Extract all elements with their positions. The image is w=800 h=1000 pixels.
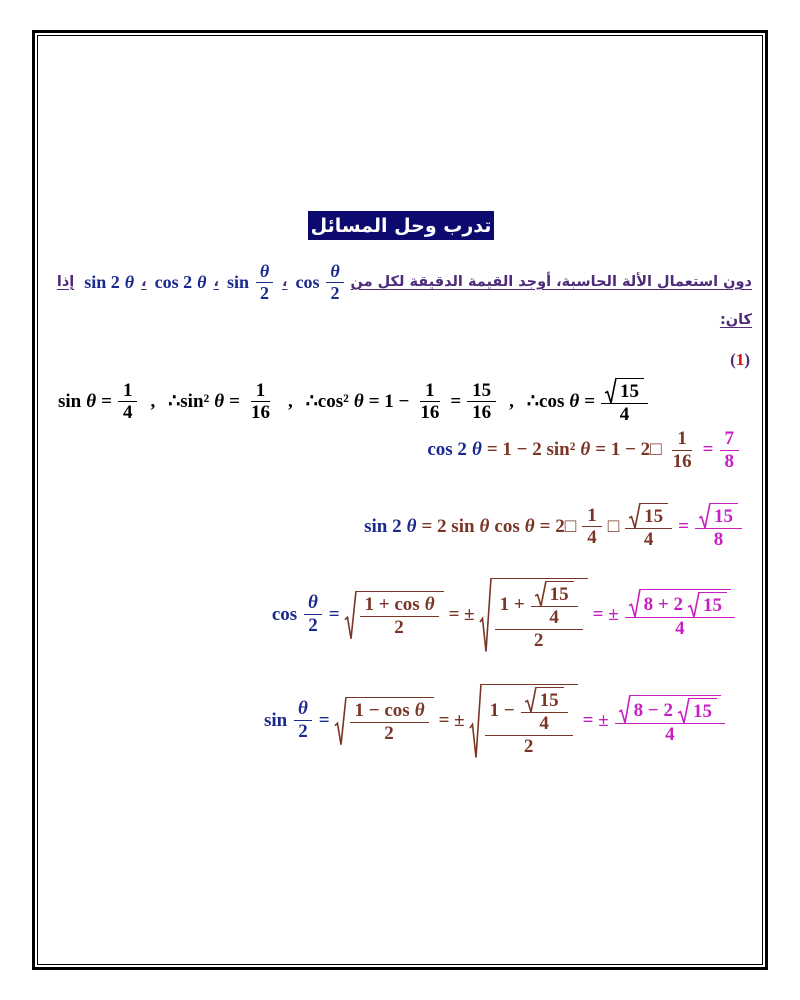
comma-separator: , — [287, 390, 293, 412]
math-text: sin — [226, 271, 250, 292]
math-text: = 1 − 2 sin² — [486, 439, 576, 461]
square-root — [470, 684, 578, 758]
close-paren: ) — [744, 350, 750, 369]
fraction-numerator — [601, 378, 648, 404]
math-text: = ± — [448, 603, 475, 625]
square-root — [605, 378, 644, 403]
theta-symbol: θ — [330, 260, 340, 281]
fraction-denominator — [519, 736, 539, 758]
section-title — [308, 211, 494, 240]
math-text: 15 — [549, 584, 569, 605]
radicand — [481, 684, 578, 758]
theta-symbol: θ — [298, 698, 308, 720]
sin-double-theta-term — [81, 272, 136, 293]
math-text: 16 — [250, 402, 270, 424]
fraction-numerator — [294, 698, 312, 721]
problem-number-value: 1 — [735, 350, 745, 369]
radical-sign-icon — [345, 591, 356, 639]
math-text: 1 — [122, 379, 133, 401]
fraction — [350, 700, 429, 745]
radical-sign-icon — [605, 378, 616, 403]
math-text: 2 — [298, 721, 308, 743]
math-text: 15 — [703, 595, 722, 617]
radical-sign-icon — [535, 581, 546, 606]
math-text: 4 — [587, 527, 597, 549]
prompt-continuation: كان: — [719, 312, 752, 328]
math-text: = 2□ — [539, 515, 577, 537]
theta-symbol: θ — [197, 271, 207, 292]
radical-sign-icon — [470, 684, 481, 758]
fraction-denominator — [668, 451, 697, 473]
theta-symbol: θ — [259, 260, 270, 281]
fraction-numerator — [304, 592, 322, 615]
prompt-text: دون استعمال الألة الحاسبة، أوجد القيمة الدقيقة لكل من — [350, 274, 752, 290]
math-text: 7 — [724, 428, 734, 449]
math-text: 16 — [472, 402, 492, 424]
arabic-comma: ، — [213, 274, 219, 290]
fraction-denominator — [639, 529, 659, 551]
fraction — [255, 261, 274, 303]
math-text: 1 — [677, 428, 687, 449]
fraction-numerator — [495, 581, 583, 630]
theta-symbol: θ — [86, 390, 97, 412]
radicand — [356, 591, 444, 639]
fraction — [625, 589, 735, 640]
math-text: 2 — [330, 282, 340, 303]
square-root — [678, 698, 717, 723]
cos-double-angle-equation — [424, 428, 742, 473]
math-text: 4 — [549, 606, 559, 628]
math-text: 2 — [260, 282, 270, 303]
radical-sign-icon — [629, 589, 640, 617]
radicand — [616, 378, 644, 403]
math-text: cos 2 — [154, 271, 193, 292]
fraction-numerator — [467, 380, 496, 403]
fraction — [615, 695, 725, 746]
math-text: 2 — [384, 722, 394, 744]
math-text: 15 — [620, 381, 640, 402]
square-root — [699, 503, 738, 528]
theta-symbol: θ — [308, 592, 318, 614]
fraction-denominator — [720, 451, 740, 473]
fraction-denominator — [582, 527, 602, 549]
square-root — [629, 503, 668, 528]
sin-half-theta-term — [224, 261, 277, 303]
fraction-denominator — [670, 618, 690, 640]
square-root — [525, 687, 564, 712]
math-text: 16 — [672, 450, 692, 472]
math-text: 2 — [533, 629, 544, 651]
radical-sign-icon — [688, 592, 699, 617]
problem-number — [730, 350, 750, 370]
fraction-numerator — [531, 581, 578, 607]
math-text: cos — [295, 271, 320, 292]
math-text: = — [328, 603, 340, 625]
theta-symbol: θ — [406, 515, 417, 537]
square-root — [335, 697, 434, 745]
square-root — [688, 592, 727, 617]
math-text: 4 — [665, 724, 675, 746]
math-text: 1 − cos — [354, 699, 410, 721]
cos-half-angle-equation — [269, 578, 738, 652]
fraction-numerator — [256, 261, 273, 283]
sin-half-angle-equation — [261, 684, 728, 758]
math-text: = ± — [582, 709, 609, 731]
fraction-denominator — [303, 615, 323, 637]
radical-sign-icon — [699, 503, 710, 528]
math-text: 4 — [539, 712, 549, 734]
math-text: 15 — [644, 506, 664, 527]
math-text: 4 — [643, 528, 654, 550]
math-text: = — [318, 709, 330, 731]
math-text: 8 — [713, 528, 724, 550]
fraction-numerator — [350, 700, 429, 723]
fraction-numerator — [582, 505, 602, 528]
math-text: 16 — [420, 402, 440, 424]
fraction-denominator — [529, 630, 549, 652]
radicand — [346, 697, 434, 745]
fraction-numerator — [720, 428, 740, 451]
math-text: ∴sin² — [168, 390, 210, 412]
math-text: 1 — [587, 504, 597, 526]
radicand — [710, 503, 738, 528]
math-text: 4 — [619, 403, 630, 425]
square-root — [480, 578, 588, 652]
fraction-numerator — [118, 380, 138, 403]
math-text: = — [702, 439, 714, 461]
fraction-denominator — [255, 283, 274, 304]
math-text: 8 − 2 — [633, 699, 673, 721]
math-text: 1 − — [489, 699, 515, 721]
comma-separator: , — [509, 390, 514, 412]
radicand — [640, 589, 731, 617]
fraction-denominator — [415, 402, 444, 424]
fraction-denominator — [118, 402, 138, 424]
fraction — [625, 503, 672, 551]
math-text: 1 + — [499, 593, 525, 615]
fraction — [360, 594, 439, 639]
radicand — [640, 503, 668, 528]
math-text: = — [101, 390, 112, 412]
fraction — [531, 581, 578, 629]
fraction — [303, 592, 323, 637]
if-word: إذا — [56, 274, 75, 290]
fraction — [582, 505, 602, 550]
math-text: 1 — [255, 379, 266, 401]
math-text: = — [450, 390, 462, 412]
radical-sign-icon — [619, 695, 630, 723]
fraction — [326, 261, 345, 303]
math-text: = ± — [592, 603, 619, 625]
math-text: = — [584, 390, 596, 412]
radicand — [491, 578, 588, 652]
fraction-denominator — [246, 402, 275, 424]
math-text: = — [678, 515, 689, 537]
radical-sign-icon — [335, 697, 346, 745]
math-text: = 1 − 2□ — [595, 439, 662, 461]
page-inner-border — [37, 35, 763, 965]
square-root — [535, 581, 574, 606]
math-text: 4 — [122, 402, 133, 424]
fraction-denominator — [379, 723, 399, 745]
fraction-numerator — [485, 687, 573, 736]
math-text: 15 — [539, 690, 559, 711]
arabic-comma: ، — [282, 274, 288, 290]
radicand — [689, 698, 717, 723]
fraction-denominator — [293, 721, 313, 743]
math-text: ∴cos² — [305, 390, 349, 412]
fraction — [601, 378, 648, 426]
fraction-denominator — [544, 607, 564, 629]
math-text: sin 2 — [364, 515, 402, 537]
arabic-comma: ، — [141, 274, 147, 290]
math-text: ∴cos — [526, 390, 565, 412]
fraction-numerator — [521, 687, 568, 713]
fraction — [467, 380, 496, 425]
math-text: = ± — [438, 709, 465, 731]
math-text: sin — [263, 709, 288, 731]
theta-symbol: θ — [353, 390, 364, 412]
theta-symbol: θ — [524, 515, 535, 537]
square-root — [619, 695, 721, 723]
fraction-denominator — [534, 713, 554, 735]
radical-sign-icon — [678, 698, 689, 723]
radical-sign-icon — [525, 687, 536, 712]
fraction — [695, 503, 742, 551]
fraction — [485, 687, 573, 758]
fraction — [293, 698, 313, 743]
math-text: cos — [271, 603, 298, 625]
fraction — [495, 581, 583, 652]
math-text: 15 — [693, 701, 712, 723]
theta-symbol: θ — [580, 439, 591, 461]
fraction-numerator — [251, 380, 271, 403]
fraction — [246, 380, 275, 425]
fraction-denominator — [326, 283, 345, 304]
math-text: = 2 sin — [421, 515, 475, 537]
sin-double-angle-equation — [361, 503, 745, 551]
radicand — [699, 592, 727, 617]
theta-symbol: θ — [471, 439, 482, 461]
fraction-denominator — [389, 617, 409, 639]
square-root — [629, 589, 731, 617]
radical-sign-icon — [629, 503, 640, 528]
math-text: = 1 − — [368, 390, 410, 412]
cos-double-theta-term — [152, 272, 209, 293]
math-text: 2 — [308, 615, 318, 637]
comma-separator: , — [150, 390, 156, 412]
math-text: 1 — [425, 379, 435, 401]
fraction — [415, 380, 444, 425]
theta-symbol: θ — [569, 390, 580, 412]
radicand — [536, 687, 564, 712]
section-title-text: تدرب وحل المسائل — [310, 214, 492, 237]
math-text: 4 — [675, 618, 685, 640]
fraction-numerator — [326, 261, 343, 283]
theta-symbol: θ — [214, 390, 225, 412]
fraction-numerator — [625, 589, 735, 618]
fraction — [720, 428, 740, 473]
radical-sign-icon — [480, 578, 491, 652]
theta-symbol: θ — [124, 271, 135, 292]
math-text: □ — [607, 515, 620, 537]
theta-symbol: θ — [424, 593, 435, 615]
radicand — [630, 695, 721, 723]
page-border-frame — [32, 30, 768, 970]
math-text: sin 2 — [84, 271, 120, 292]
fraction-numerator — [360, 594, 439, 617]
fraction-numerator — [420, 380, 440, 403]
fraction-denominator — [660, 724, 680, 746]
math-text: 8 + 2 — [643, 593, 683, 615]
exercise-prompt — [57, 258, 752, 306]
theta-symbol: θ — [414, 699, 425, 721]
math-text: cos — [494, 515, 520, 537]
fraction-numerator — [625, 503, 672, 529]
math-text: 1 + cos — [364, 593, 420, 615]
math-text: cos 2 — [427, 439, 467, 461]
math-text: 2 — [394, 616, 404, 638]
square-root — [345, 591, 444, 639]
math-text: 15 — [472, 379, 492, 401]
fraction — [668, 428, 697, 473]
fraction-denominator — [615, 404, 635, 426]
fraction-numerator — [615, 695, 725, 724]
fraction-denominator — [709, 529, 729, 551]
cos-half-theta-term — [293, 261, 348, 303]
math-text: 2 — [523, 735, 534, 757]
fraction-denominator — [467, 402, 496, 424]
math-text: sin — [58, 390, 82, 412]
fraction — [521, 687, 568, 735]
fraction-numerator — [695, 503, 742, 529]
theta-symbol: θ — [479, 515, 490, 537]
given-sin-theta-line — [55, 378, 651, 426]
math-text: 15 — [714, 506, 733, 527]
open-paren: ( — [730, 350, 736, 369]
math-text: 8 — [724, 450, 734, 472]
fraction — [118, 380, 138, 425]
fraction-numerator — [672, 428, 692, 451]
math-text: = — [229, 390, 240, 412]
radicand — [546, 581, 574, 606]
